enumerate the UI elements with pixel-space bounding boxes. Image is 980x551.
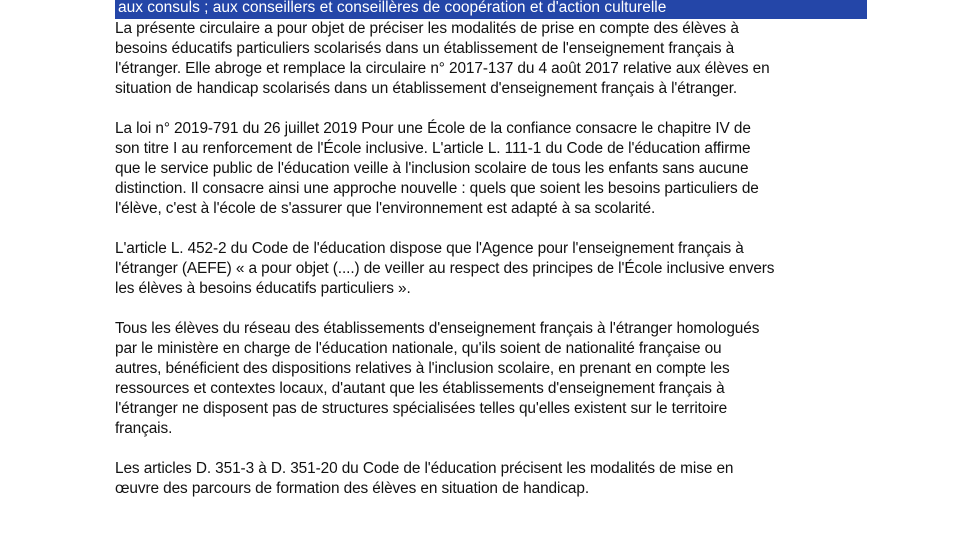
text-line: autres, bénéficient des dispositions relatives à l'inclusion scolaire, en prenant en compte les	[115, 360, 730, 377]
text-line: besoins éducatifs particuliers scolarisés dans un établissement de l'enseignement français à	[115, 40, 735, 57]
text-line: distinction. Il consacre ainsi une approche nouvelle : quels que soient les besoins particuliers de	[115, 180, 759, 197]
paragraph-network	[115, 319, 867, 439]
paragraph-purpose	[115, 19, 867, 99]
text-line: situation de handicap scolarisés dans un établissement d'enseignement français à l'étranger.	[115, 80, 738, 97]
text-line: par le ministère en charge de l'éducation nationale, qu'ils soient de nationalité française ou	[115, 340, 722, 357]
text-line: Tous les élèves du réseau des établissements d'enseignement français à l'étranger homologués	[115, 320, 760, 337]
addressee-header	[115, 0, 867, 19]
text-line: français.	[115, 420, 173, 437]
text-line: l'étranger. Elle abroge et remplace la circulaire n° 2017-137 du 4 août 2017 relative aux élèves en	[115, 60, 770, 77]
document-body	[115, 19, 867, 499]
text-line: La présente circulaire a pour objet de préciser les modalités de prise en compte des élèves à	[115, 20, 739, 37]
text-line: l'élève, c'est à l'école de s'assurer que l'environnement est adapté à sa scolarité.	[115, 200, 656, 217]
text-line: l'étranger (AEFE) « a pour objet (....) de veiller au respect des principes de l'École inclusive envers	[115, 260, 775, 277]
text-line: œuvre des parcours de formation des élèves en situation de handicap.	[115, 480, 590, 497]
paragraph-aefe	[115, 239, 867, 299]
paragraph-law	[115, 119, 867, 219]
text-line: les élèves à besoins éducatifs particuliers ».	[115, 280, 411, 297]
text-line: Les articles D. 351-3 à D. 351-20 du Code de l'éducation précisent les modalités de mise en	[115, 460, 734, 477]
text-line: l'étranger ne disposent pas de structures spécialisées telles qu'elles existent sur le territoire	[115, 400, 728, 417]
text-line: L'article L. 452-2 du Code de l'éducation dispose que l'Agence pour l'enseignement français à	[115, 240, 744, 257]
addressee-header-text: aux consuls ; aux conseillers et conseillères de coopération et d'action culturelle	[118, 0, 667, 16]
text-line: ressources et contextes locaux, d'autant que les établissements d'enseignement français à	[115, 380, 725, 397]
paragraph-spacer	[115, 219, 867, 239]
paragraph-spacer	[115, 439, 867, 459]
text-line: que le service public de l'éducation veille à l'inclusion scolaire de tous les enfants sans aucune	[115, 160, 749, 177]
text-line: La loi n° 2019-791 du 26 juillet 2019 Pour une École de la confiance consacre le chapitre IV de	[115, 120, 751, 137]
text-line: son titre I au renforcement de l'École inclusive. L'article L. 111-1 du Code de l'éducation affirme	[115, 140, 751, 157]
paragraph-spacer	[115, 99, 867, 119]
paragraph-articles	[115, 459, 867, 499]
paragraph-spacer	[115, 299, 867, 319]
